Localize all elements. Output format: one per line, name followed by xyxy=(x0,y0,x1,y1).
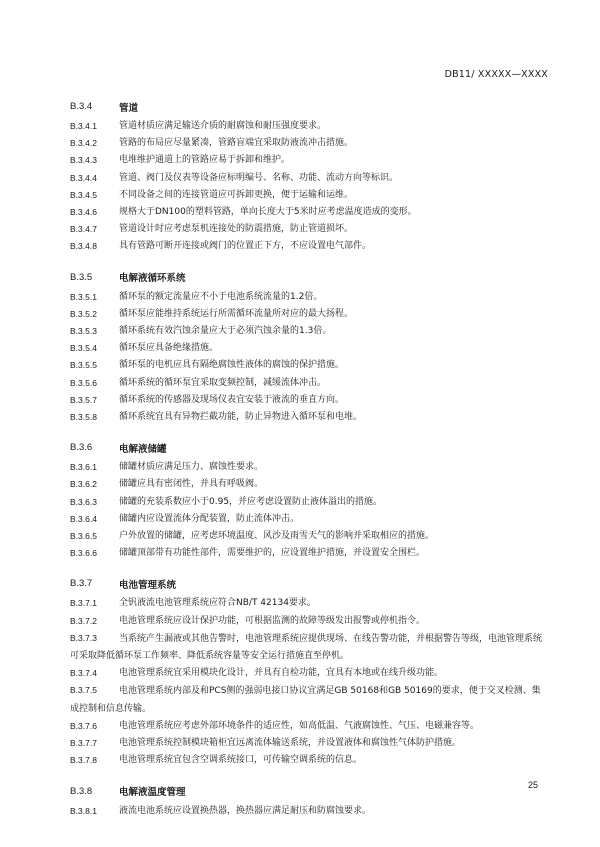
clause-number: B.3.6.5 xyxy=(70,531,97,542)
section-number: B.3.7 xyxy=(70,578,93,590)
clause-text: 液流电池系统应设置换热器，换热器应满足耐压和防腐蚀要求。 xyxy=(119,805,372,816)
clause xyxy=(70,665,546,682)
clause xyxy=(70,187,546,204)
clause-text: 循环系统的传感器及现场仪表宜安装于液流的垂直方向。 xyxy=(119,394,345,405)
section-heading xyxy=(70,572,546,595)
section-heading xyxy=(70,436,546,459)
clause-text: 储罐应具有密闭性，并具有呼吸阀。 xyxy=(119,479,264,490)
clause-text: 循环泵的额定流量应不小于电池系统流量的1.2倍。 xyxy=(119,291,323,302)
clause xyxy=(70,135,546,152)
clause xyxy=(70,494,546,511)
clause xyxy=(70,476,546,493)
section-number: B.3.5 xyxy=(70,271,93,283)
clause-number: B.3.7.4 xyxy=(70,668,97,679)
clause-text: 电池管理系统应考虑外部环境条件的适应性，如高低温、气液腐蚀性、气压、电磁兼容等。 xyxy=(119,720,480,731)
clause-text: 不同设备之间的连接管道应可拆卸更换，便于运输和运维。 xyxy=(119,189,354,200)
clause xyxy=(70,595,546,612)
document-code: DB11/ XXXXX—XXXX xyxy=(444,69,548,80)
clause-text: 储罐的充装系数应小于0.95，并应考虑设置防止液体溢出的措施。 xyxy=(119,496,383,507)
section-title: 管道 xyxy=(119,102,139,114)
section-heading xyxy=(70,95,546,118)
section-number: B.3.4 xyxy=(70,101,93,112)
clause-text: 管道设计时应考虑泵机连接处的防震措施，防止管道损坏。 xyxy=(119,224,354,235)
section-title: 电解液循环系统 xyxy=(119,273,186,285)
section-title: 电池管理系统 xyxy=(119,579,177,591)
section-title: 电解液温度管理 xyxy=(119,787,186,798)
clause xyxy=(70,238,546,255)
clause xyxy=(70,392,546,409)
clause-text: 电池管理系统应设计保护功能，可根据监测的故障等级发出报警或停机指令。 xyxy=(119,615,426,626)
clause-text: 管路的布局应尽量紧凑，管路盲端宜采取防液流冲击措施。 xyxy=(119,138,354,149)
clause-text: 电池管理系统内部及和PCS侧的强弱电接口协议宜满足GB 50168和GB 50169的要求，便于交叉检测、集成控制和信息传输。 xyxy=(70,686,541,714)
clause-text: 储罐材质应满足压力、腐蚀性要求。 xyxy=(119,462,264,473)
section-number: B.3.6 xyxy=(70,442,93,454)
clause xyxy=(70,528,546,545)
section-b-3-8 xyxy=(70,780,546,820)
clause-text: 电池管理系统控制模块箱柜宜远离流体输送系统，并设置液体和腐蚀性气体防护措施。 xyxy=(119,738,462,749)
clause-number: B.3.6.6 xyxy=(70,548,97,559)
clause-number: B.3.5.5 xyxy=(70,360,97,371)
clause-text: 储罐内应设置流体分配装置，防止流体冲击。 xyxy=(119,513,300,524)
clause xyxy=(70,221,546,238)
clause xyxy=(70,357,546,374)
section-number: B.3.8 xyxy=(70,785,93,797)
clause xyxy=(70,409,546,426)
clause xyxy=(70,718,546,735)
clause-number: B.3.4.4 xyxy=(70,172,97,183)
clause xyxy=(70,803,546,820)
clause-number: B.3.4.5 xyxy=(70,189,97,200)
clause xyxy=(70,613,546,630)
clause xyxy=(70,545,546,562)
clause xyxy=(70,289,546,306)
section-b-3-4 xyxy=(70,95,546,256)
clause-text: 规格大于DN100的塑料管路，单向长度大于5米时应考虑温度造成的变形。 xyxy=(119,207,417,218)
clause-text: 循环泵应具备绝缘措施。 xyxy=(119,343,219,354)
clause xyxy=(70,118,546,135)
clause xyxy=(70,375,546,392)
clause xyxy=(70,340,546,357)
page-number: 25 xyxy=(527,780,538,790)
clause-number: B.3.6.2 xyxy=(70,479,97,490)
clause-number: B.3.7.7 xyxy=(70,738,97,749)
clause-text: 具有管路可断开连接或阀门的位置正下方，不应设置电气部件。 xyxy=(119,241,372,252)
clause-number: B.3.7.8 xyxy=(70,755,97,766)
clause-text: 电池管理系统宜包含空调系统接口，可传输空调系统的信息。 xyxy=(119,755,363,766)
clause-text: 循环系统宜具有异物拦截功能，防止异物进入循环泵和电堆。 xyxy=(119,412,363,423)
clause-number: B.3.4.3 xyxy=(70,155,97,166)
clause xyxy=(70,752,546,769)
clause-number: B.3.5.8 xyxy=(70,412,97,423)
clause-number: B.3.5.6 xyxy=(70,377,97,388)
clause-text: 当系统产生漏液或其他告警时，电池管理系统应提供现场、在线告警功能，并根据警告等级，电池管理系统可采取降低循环泵工作频率、降低系统容量等安全运行措施直至停机。 xyxy=(70,633,543,662)
clause-text: 电堆维护通道上的管路应易于拆卸和维护。 xyxy=(119,155,291,166)
clause xyxy=(70,152,546,169)
clause xyxy=(70,204,546,221)
clause-number: B.3.7.3 xyxy=(70,632,97,643)
clause-number: B.3.4.8 xyxy=(70,241,97,252)
clause xyxy=(70,630,546,665)
clause-number: B.3.7.1 xyxy=(70,598,97,609)
clause-number: B.3.6.3 xyxy=(70,496,97,507)
clause-text: 管道、阀门及仪表等设备应标明编号、名称、功能、流动方向等标识。 xyxy=(119,172,399,183)
clause-text: 循环泵的电机应具有隔绝腐蚀性液体的腐蚀的保护措施。 xyxy=(119,360,345,371)
clause xyxy=(70,323,546,340)
clause-number: B.3.4.1 xyxy=(70,121,97,131)
clause-number: B.3.4.7 xyxy=(70,224,97,235)
section-b-3-5 xyxy=(70,266,546,427)
clause xyxy=(70,511,546,528)
clause-text: 循环系统有效汽蚀余量应大于必须汽蚀余量的1.3倍。 xyxy=(119,326,332,337)
clause xyxy=(70,170,546,187)
clause-text: 管道材质应满足输送介质的耐腐蚀和耐压强度要求。 xyxy=(119,121,327,131)
clause-number: B.3.6.4 xyxy=(70,513,97,524)
clause-text: 循环系统的循环泵宜采取变频控制，减缓流体冲击。 xyxy=(119,377,327,388)
document-body xyxy=(70,95,546,820)
section-title: 电解液储罐 xyxy=(119,443,167,455)
clause-text: 全钒液流电池管理系统应符合NB/T 42134要求。 xyxy=(119,598,316,609)
clause-number: B.3.5.2 xyxy=(70,308,97,319)
clause-number: B.3.7.2 xyxy=(70,615,97,626)
clause-text: 电池管理系统宜采用模块化设计，并具有自检功能，宜具有本地或在线升级功能。 xyxy=(119,668,444,679)
clause-number: B.3.5.7 xyxy=(70,394,97,405)
section-heading xyxy=(70,266,546,289)
clause-number: B.3.8.1 xyxy=(70,805,97,816)
clause xyxy=(70,682,546,717)
clause-number: B.3.4.6 xyxy=(70,207,97,218)
clause-number: B.3.7.5 xyxy=(70,685,97,696)
section-b-3-6 xyxy=(70,436,546,562)
section-b-3-7 xyxy=(70,572,546,769)
section-heading xyxy=(70,780,546,803)
clause-text: 户外放置的储罐，应考虑环境温度、风沙及雨雪天气的影响并采取相应的措施。 xyxy=(119,531,435,542)
clause-text: 储罐顶部带有功能性部件，需要维护的，应设置维护措施，并设置安全围栏。 xyxy=(119,548,426,559)
clause-text: 循环泵应能维持系统运行所需循环流量所对应的最大扬程。 xyxy=(119,308,354,319)
clause xyxy=(70,459,546,476)
clause-number: B.3.5.4 xyxy=(70,343,97,354)
clause-number: B.3.6.1 xyxy=(70,462,97,473)
clause-number: B.3.5.1 xyxy=(70,291,97,302)
clause xyxy=(70,735,546,752)
clause-number: B.3.7.6 xyxy=(70,720,97,731)
clause-number: B.3.4.2 xyxy=(70,138,97,149)
clause-number: B.3.5.3 xyxy=(70,326,97,337)
clause xyxy=(70,306,546,323)
